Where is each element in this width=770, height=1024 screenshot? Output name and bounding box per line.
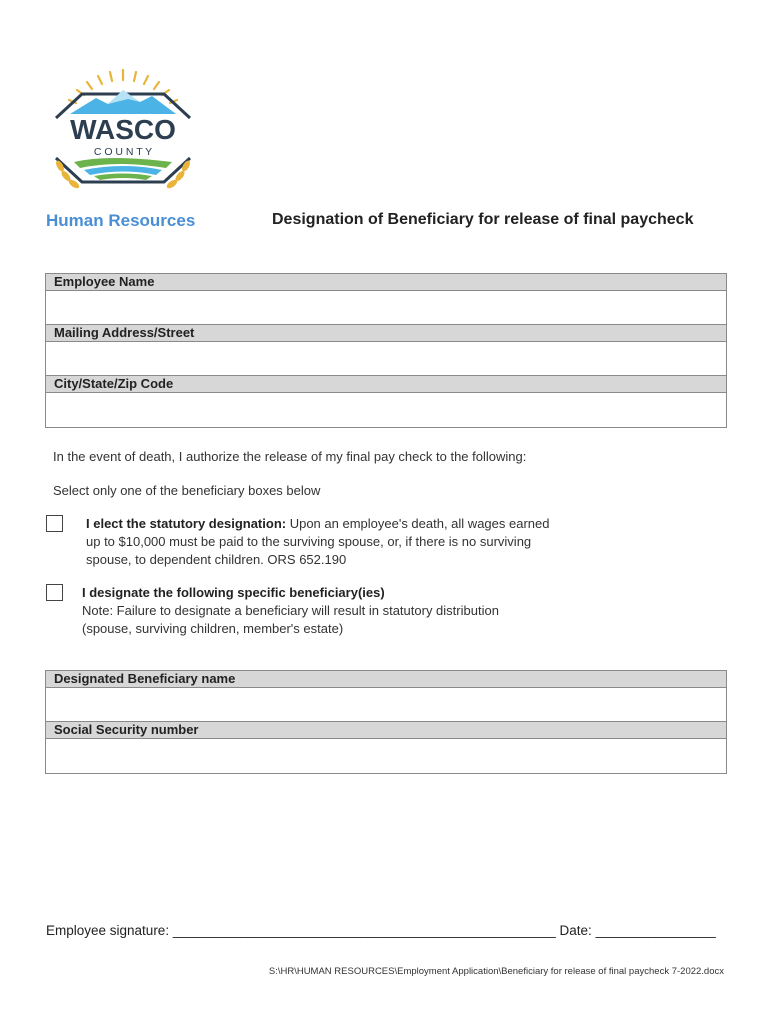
statutory-designation-line3: spouse, to dependent children. ORS 652.190 — [86, 552, 347, 567]
date-label: Date: — [559, 923, 592, 938]
statutory-designation-line2: up to $10,000 must be paid to the surviving spouse, or, if there is no surviving — [86, 534, 532, 549]
ssn-field[interactable] — [46, 739, 726, 773]
authorize-text: In the event of death, I authorize the release of my final pay check to the following: — [53, 449, 527, 464]
date-blank[interactable]: ________________ — [595, 923, 716, 938]
file-path-footer: S:\HR\HUMAN RESOURCES\Employment Application\Beneficiary for release of final paycheck 7-2022.docx — [268, 966, 724, 977]
employee-name-label: Employee Name — [46, 274, 726, 291]
beneficiary-info-section — [45, 670, 727, 774]
beneficiary-name-label: Designated Beneficiary name — [46, 671, 726, 688]
employee-signature-label: Employee signature: — [46, 923, 170, 938]
document-title: Designation of Beneficiary for release of final paycheck — [272, 211, 694, 228]
ssn-input[interactable] — [54, 739, 722, 775]
beneficiary-name-field[interactable] — [46, 688, 726, 722]
beneficiary-name-input[interactable] — [54, 688, 722, 723]
specific-beneficiary-text — [82, 584, 499, 638]
statutory-designation-title: I elect the statutory designation: — [86, 516, 287, 531]
mailing-address-input[interactable] — [54, 342, 722, 377]
ssn-label: Social Security number — [46, 722, 726, 739]
employee-info-section — [45, 273, 727, 428]
employee-name-input[interactable] — [54, 291, 722, 326]
specific-beneficiary-note-cont: (spouse, surviving children, member's estate) — [82, 621, 344, 636]
specific-beneficiary-note: Note: Failure to designate a beneficiary will result in statutory distribution — [82, 603, 499, 618]
city-state-zip-field[interactable] — [46, 393, 726, 427]
logo-graphic — [48, 66, 198, 196]
city-state-zip-label: City/State/Zip Code — [46, 376, 726, 393]
employee-signature-blank[interactable]: ___________________________________________________ — [172, 923, 556, 938]
select-instruction: Select only one of the beneficiary boxes below — [53, 483, 321, 498]
department-heading: Human Resources — [46, 211, 196, 230]
logo-county-text: C O U N T Y — [93, 146, 153, 158]
statutory-designation-text — [86, 515, 549, 569]
specific-beneficiary-title: I designate the following specific beneficiary(ies) — [82, 585, 385, 600]
specific-beneficiary-checkbox[interactable] — [46, 584, 63, 601]
employee-name-field[interactable] — [46, 291, 726, 325]
statutory-designation-checkbox[interactable] — [46, 515, 63, 532]
mailing-address-label: Mailing Address/Street — [46, 325, 726, 342]
signature-line — [46, 923, 716, 938]
mailing-address-field[interactable] — [46, 342, 726, 376]
statutory-designation-line1: Upon an employee's death, all wages earned — [286, 516, 550, 531]
wasco-county-logo — [48, 66, 198, 196]
city-state-zip-input[interactable] — [54, 393, 722, 429]
logo-wasco-text: WASCO — [70, 114, 176, 145]
